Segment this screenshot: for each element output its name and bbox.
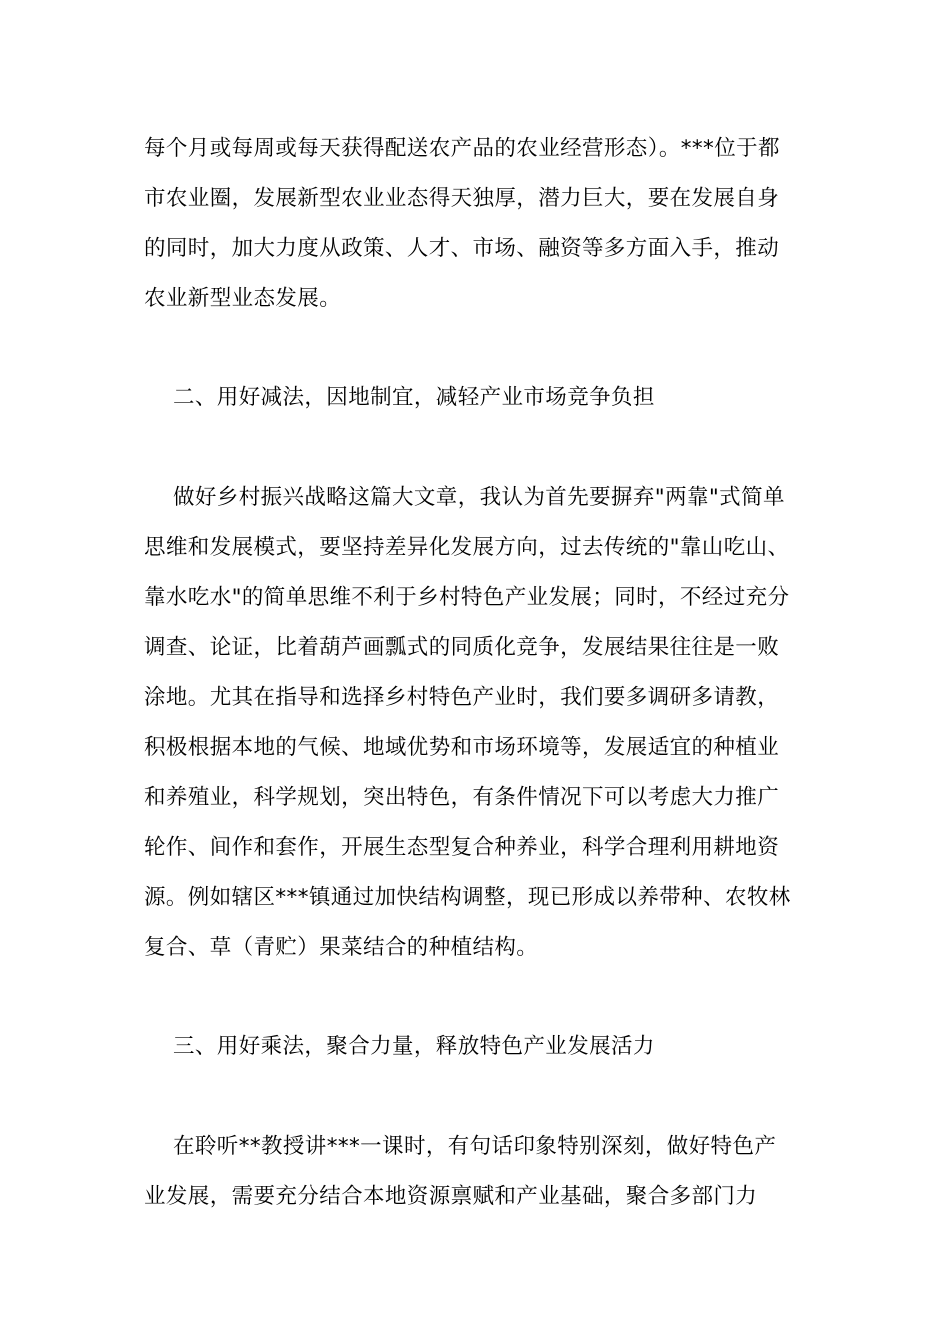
paragraph-2-line-4: 调查、论证，比着葫芦画瓢式的同质化竞争，发展结果往往是一败 [144,635,780,660]
paragraph-2-line-7: 和养殖业，科学规划，突出特色，有条件情况下可以考虑大力推广 [144,785,780,810]
paragraph-2-line-10: 复合、草（青贮）果菜结合的种植结构。 [144,935,539,960]
paragraph-2-line-6: 积极根据本地的气候、地域优势和市场环境等，发展适宜的种植业 [144,735,780,760]
section-heading-3: 三、用好乘法，聚合力量，释放特色产业发展活力 [173,1034,655,1059]
paragraph-3-line-1: 在聆听**教授讲***一课时，有句话印象特别深刻，做好特色产 [173,1134,777,1159]
paragraph-1-line-3: 的同时，加大力度从政策、人才、市场、融资等多方面入手，推动 [144,236,780,261]
paragraph-2-line-5: 涂地。尤其在指导和选择乡村特色产业时，我们要多调研多请教， [144,685,780,710]
section-heading-2: 二、用好减法，因地制宜，减轻产业市场竞争负担 [173,385,655,410]
paragraph-1-line-1: 每个月或每周或每天获得配送农产品的农业经营形态）。***位于都 [144,136,780,161]
paragraph-2-line-9: 源。例如辖区***镇通过加快结构调整，现已形成以养带种、农牧林 [144,885,791,910]
paragraph-2-line-2: 思维和发展模式，要坚持差异化发展方向，过去传统的"靠山吃山、 [144,535,790,560]
paragraph-2-line-3: 靠水吃水"的简单思维不利于乡村特色产业发展；同时，不经过充分 [144,585,790,610]
paragraph-1-line-2: 市农业圈，发展新型农业业态得天独厚，潜力巨大，要在发展自身 [144,186,780,211]
paragraph-2-line-1: 做好乡村振兴战略这篇大文章，我认为首先要摒弃"两靠"式简单 [173,485,785,510]
paragraph-2-line-8: 轮作、间作和套作，开展生态型复合种养业，科学合理利用耕地资 [144,835,780,860]
paragraph-3-line-2: 业发展，需要充分结合本地资源禀赋和产业基础，聚合多部门力 [144,1184,758,1209]
paragraph-1-line-4: 农业新型业态发展。 [144,286,342,311]
